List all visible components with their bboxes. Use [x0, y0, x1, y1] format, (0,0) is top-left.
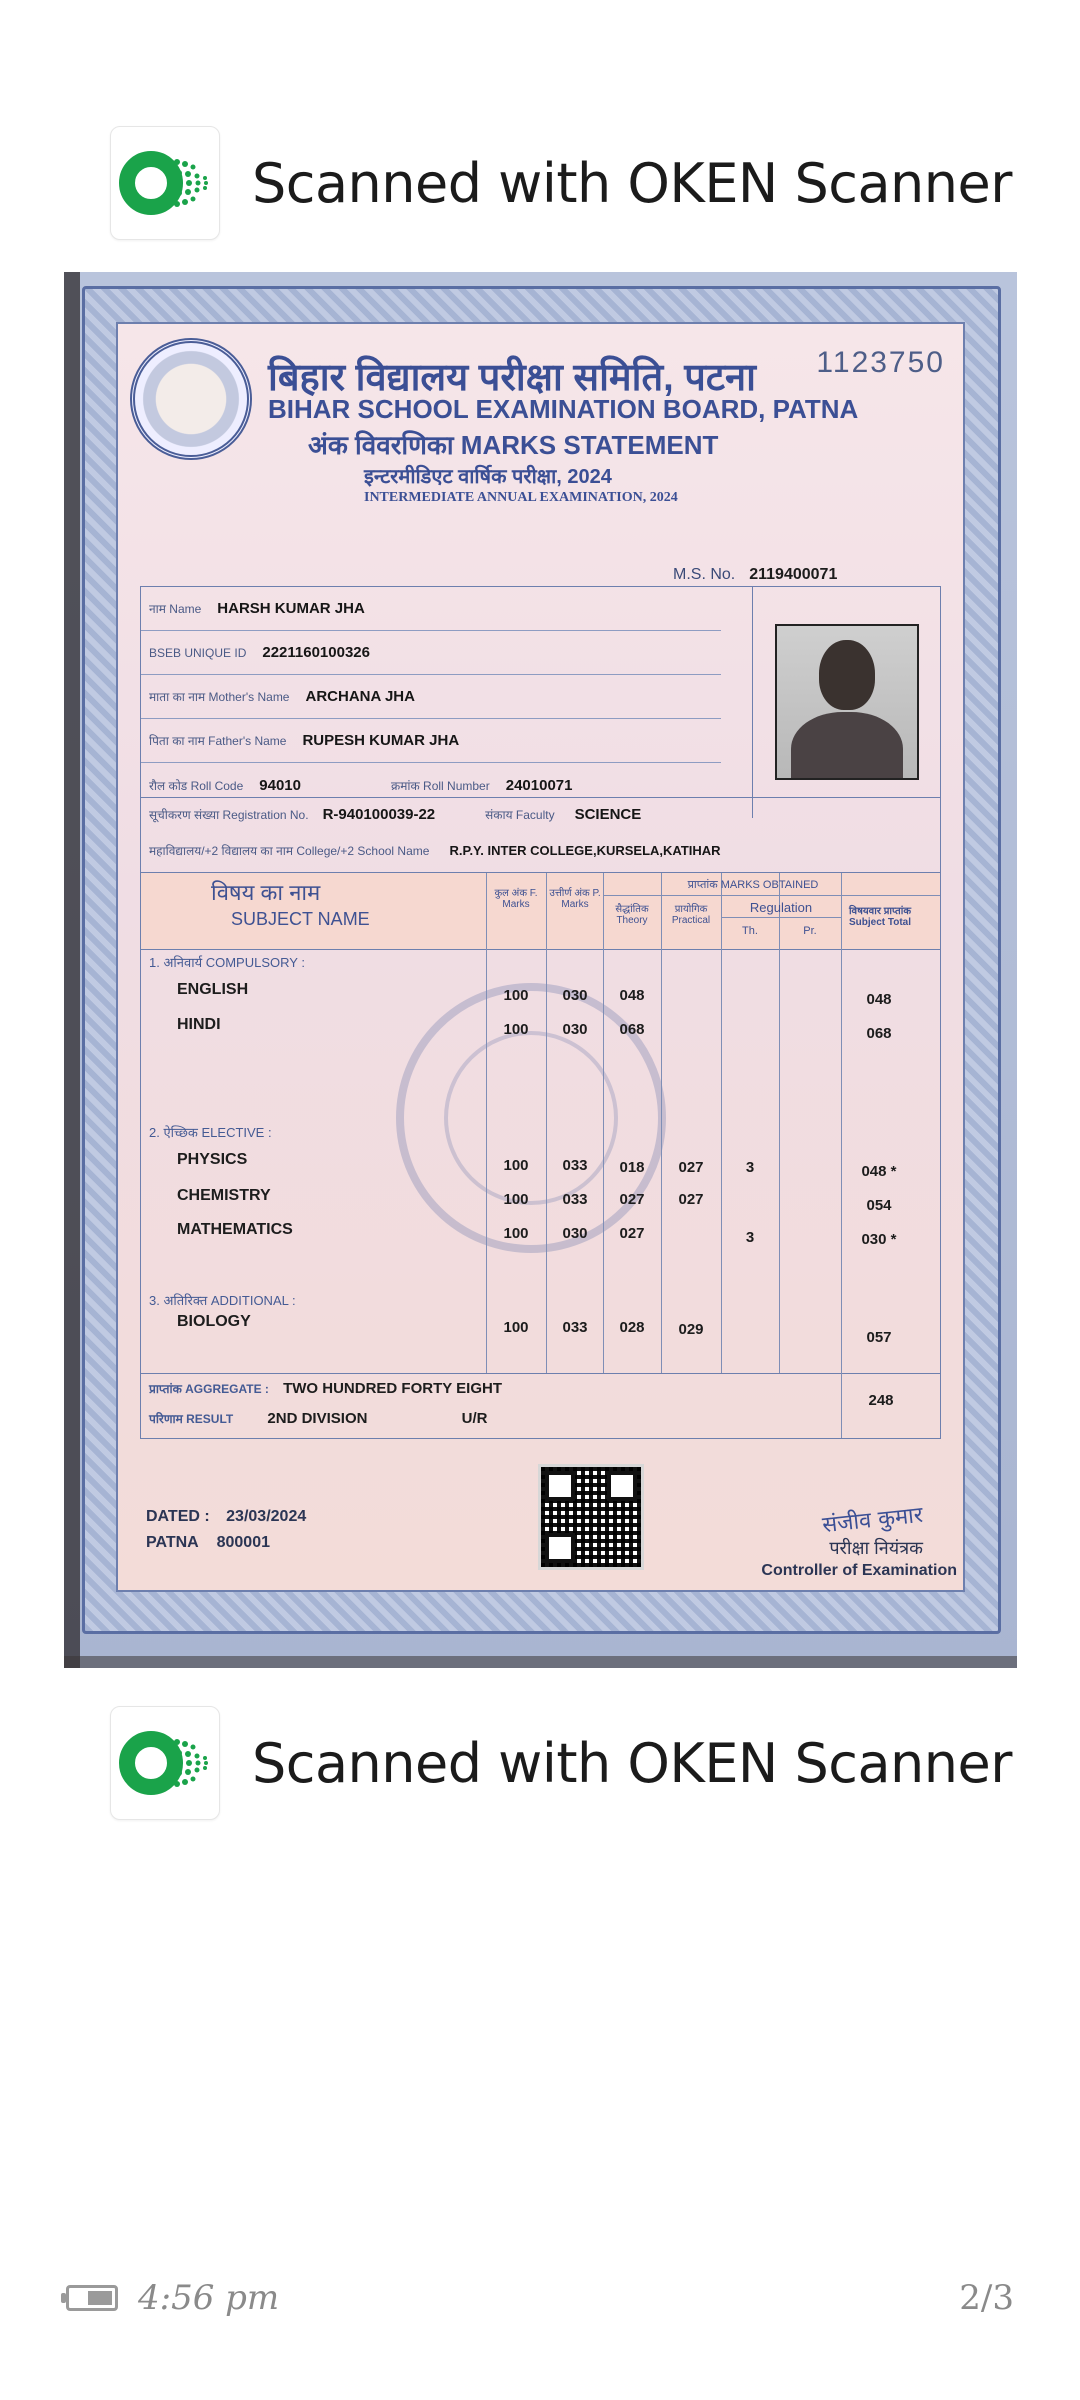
pass-marks: 030	[562, 1225, 588, 1242]
board-name-english: BIHAR SCHOOL EXAMINATION BOARD, PATNA	[268, 394, 859, 424]
father-row	[141, 719, 721, 763]
board-seal-icon	[130, 338, 252, 460]
full-marks: 100	[503, 1157, 529, 1174]
subject-total: 057	[866, 1329, 892, 1346]
place-row	[146, 1530, 306, 1556]
roll-number-label: क्रमांक Roll Number	[390, 778, 490, 793]
viewer-footer	[66, 2268, 1014, 2328]
scan-edge-shadow	[64, 272, 80, 1668]
subject-total: 054	[866, 1197, 892, 1214]
footer-status	[66, 2278, 279, 2318]
theory-marks: 068	[619, 1021, 645, 1038]
marks-obtained-heading: प्राप्तांक MARKS OBTAINED	[687, 879, 819, 891]
qr-code-icon	[538, 1464, 644, 1570]
result-note: U/R	[461, 1410, 488, 1427]
aggregate-row	[149, 1380, 502, 1397]
controller-signature: संजीव कुमार	[821, 1502, 925, 1539]
exam-name-english: INTERMEDIATE ANNUAL EXAMINATION, 2024	[364, 490, 678, 505]
subject-name: MATHEMATICS	[177, 1221, 293, 1238]
practical-heading: प्रायोगिक Practical	[671, 904, 711, 926]
battery-level	[88, 2291, 112, 2305]
aggregate-words: TWO HUNDRED FORTY EIGHT	[283, 1380, 502, 1397]
practical-marks: 027	[678, 1159, 704, 1176]
board-name-hindi: बिहार विद्यालय परीक्षा समिति, पटना	[268, 357, 756, 399]
mother-label: माता का नाम Mother's Name	[149, 690, 290, 704]
full-marks-heading: कुल अंक F. Marks	[494, 888, 538, 910]
college-row	[149, 842, 721, 859]
aggregate-total: 248	[868, 1392, 894, 1409]
full-marks: 100	[503, 1225, 529, 1242]
student-photo	[775, 624, 919, 780]
section-compulsory: 1. अनिवार्य COMPULSORY :	[149, 955, 305, 970]
photo-frame	[752, 586, 941, 818]
ms-number-value: 2119400071	[749, 566, 838, 583]
full-marks: 100	[503, 987, 529, 1004]
mother-row	[141, 675, 721, 719]
controller-title-hindi: परीक्षा नियंत्रक	[829, 1538, 923, 1558]
result-value: 2ND DIVISION	[267, 1410, 368, 1427]
theory-marks: 028	[619, 1319, 645, 1336]
regulation-theory: 3	[745, 1229, 755, 1246]
theory-marks: 048	[619, 987, 645, 1004]
subject-total: 048	[866, 991, 892, 1008]
watermark-banner-top	[110, 126, 1012, 240]
subject-name: BIOLOGY	[177, 1313, 251, 1330]
subject-name: HINDI	[177, 1016, 221, 1033]
battery-icon	[66, 2285, 118, 2311]
theory-heading: सैद्धांतिक Theory	[615, 904, 649, 926]
registration-label: सूचीकरण संख्या Registration No.	[149, 808, 309, 822]
certificate-number: 1123750	[816, 346, 945, 379]
registration-row	[149, 806, 641, 823]
result-label: परिणाम RESULT	[149, 1412, 234, 1426]
mother-name: ARCHANA JHA	[305, 688, 415, 705]
pass-marks: 033	[562, 1157, 588, 1174]
practical-marks: 029	[678, 1321, 704, 1338]
full-marks: 100	[503, 1319, 529, 1336]
practical-marks: 027	[678, 1191, 704, 1208]
father-label: पिता का नाम Father's Name	[149, 734, 287, 748]
ms-number	[673, 566, 837, 584]
father-name: RUPESH KUMAR JHA	[302, 732, 460, 749]
registration-number: R-940100039-22	[322, 806, 436, 823]
subject-total-heading: विषयवार प्राप्तांक Subject Total	[848, 906, 912, 928]
aggregate-label: प्राप्तांक AGGREGATE :	[149, 1382, 269, 1396]
theory-marks: 027	[619, 1225, 645, 1242]
subject-heading-hindi: विषय का नाम	[211, 880, 321, 905]
regulation-theory-heading: Th.	[742, 925, 758, 937]
section-elective: 2. ऐच्छिक ELECTIVE :	[149, 1125, 272, 1140]
oken-logo-icon	[110, 1706, 220, 1820]
date-row	[146, 1504, 306, 1530]
page-indicator: 2/3	[959, 2278, 1014, 2318]
watermark-banner-bottom	[110, 1706, 1012, 1820]
college-name: R.P.Y. INTER COLLEGE,KURSELA,KATIHAR	[449, 843, 721, 858]
subject-name: CHEMISTRY	[177, 1187, 271, 1204]
faculty-label: संकाय Faculty	[485, 808, 555, 822]
full-marks: 100	[503, 1021, 529, 1038]
section-additional: 3. अतिरिक्त ADDITIONAL :	[149, 1293, 296, 1308]
controller-title: Controller of Examination	[761, 1562, 957, 1579]
theory-marks: 018	[619, 1159, 645, 1176]
subject-name: PHYSICS	[177, 1151, 248, 1168]
subject-total: 068	[866, 1025, 892, 1042]
marks-statement-title: अंक विवरणिका MARKS STATEMENT	[308, 430, 719, 460]
issue-details	[146, 1504, 306, 1556]
uid-label: BSEB UNIQUE ID	[149, 645, 247, 660]
dated-label: DATED :	[146, 1508, 210, 1525]
ms-number-label: M.S. No.	[673, 566, 736, 583]
name-label: नाम Name	[149, 602, 202, 616]
marksheet-body	[116, 322, 965, 1592]
watermark-text: Scanned with OKEN Scanner	[252, 151, 1012, 215]
theory-marks: 027	[619, 1191, 645, 1208]
student-name: HARSH KUMAR JHA	[217, 600, 365, 617]
pass-marks: 030	[562, 987, 588, 1004]
aggregate-box	[140, 1372, 941, 1439]
roll-code-label: रौल कोड Roll Code	[149, 778, 244, 793]
marks-table	[140, 872, 941, 1374]
pass-marks: 033	[562, 1191, 588, 1208]
regulation-heading: Regulation	[749, 900, 813, 915]
subject-name: ENGLISH	[177, 981, 249, 998]
issue-date: 23/03/2024	[226, 1508, 307, 1525]
regulation-practical-heading: Pr.	[803, 925, 817, 937]
name-row	[141, 587, 721, 631]
oken-logo-icon	[110, 126, 220, 240]
place-label: PATNA	[146, 1534, 199, 1551]
subject-total: 048 *	[861, 1163, 897, 1180]
result-row	[149, 1410, 487, 1427]
full-marks: 100	[503, 1191, 529, 1208]
roll-number: 24010071	[505, 776, 573, 794]
scan-bottom-shadow	[64, 1656, 1017, 1668]
exam-name-hindi: इन्टरमीडिएट वार्षिक परीक्षा, 2024	[364, 466, 612, 488]
clock-time: 4:56 pm	[138, 2278, 280, 2318]
pass-marks-heading: उत्तीर्ण अंक P. Marks	[549, 888, 601, 910]
subject-total: 030 *	[861, 1231, 897, 1248]
faculty-value: SCIENCE	[574, 806, 642, 823]
roll-code: 94010	[259, 776, 301, 794]
college-label: महाविद्यालय/+2 विद्यालय का नाम College/+2 School Name	[149, 844, 430, 858]
pass-marks: 030	[562, 1021, 588, 1038]
scanned-marksheet	[64, 272, 1017, 1668]
uid-row	[141, 631, 721, 675]
subject-heading: SUBJECT NAME	[231, 909, 370, 929]
place-code: 800001	[216, 1534, 270, 1551]
pass-marks: 033	[562, 1319, 588, 1336]
regulation-theory: 3	[745, 1159, 755, 1176]
watermark-text: Scanned with OKEN Scanner	[252, 1731, 1012, 1795]
registration-box	[140, 796, 941, 873]
uid-value: 2221160100326	[262, 644, 370, 661]
